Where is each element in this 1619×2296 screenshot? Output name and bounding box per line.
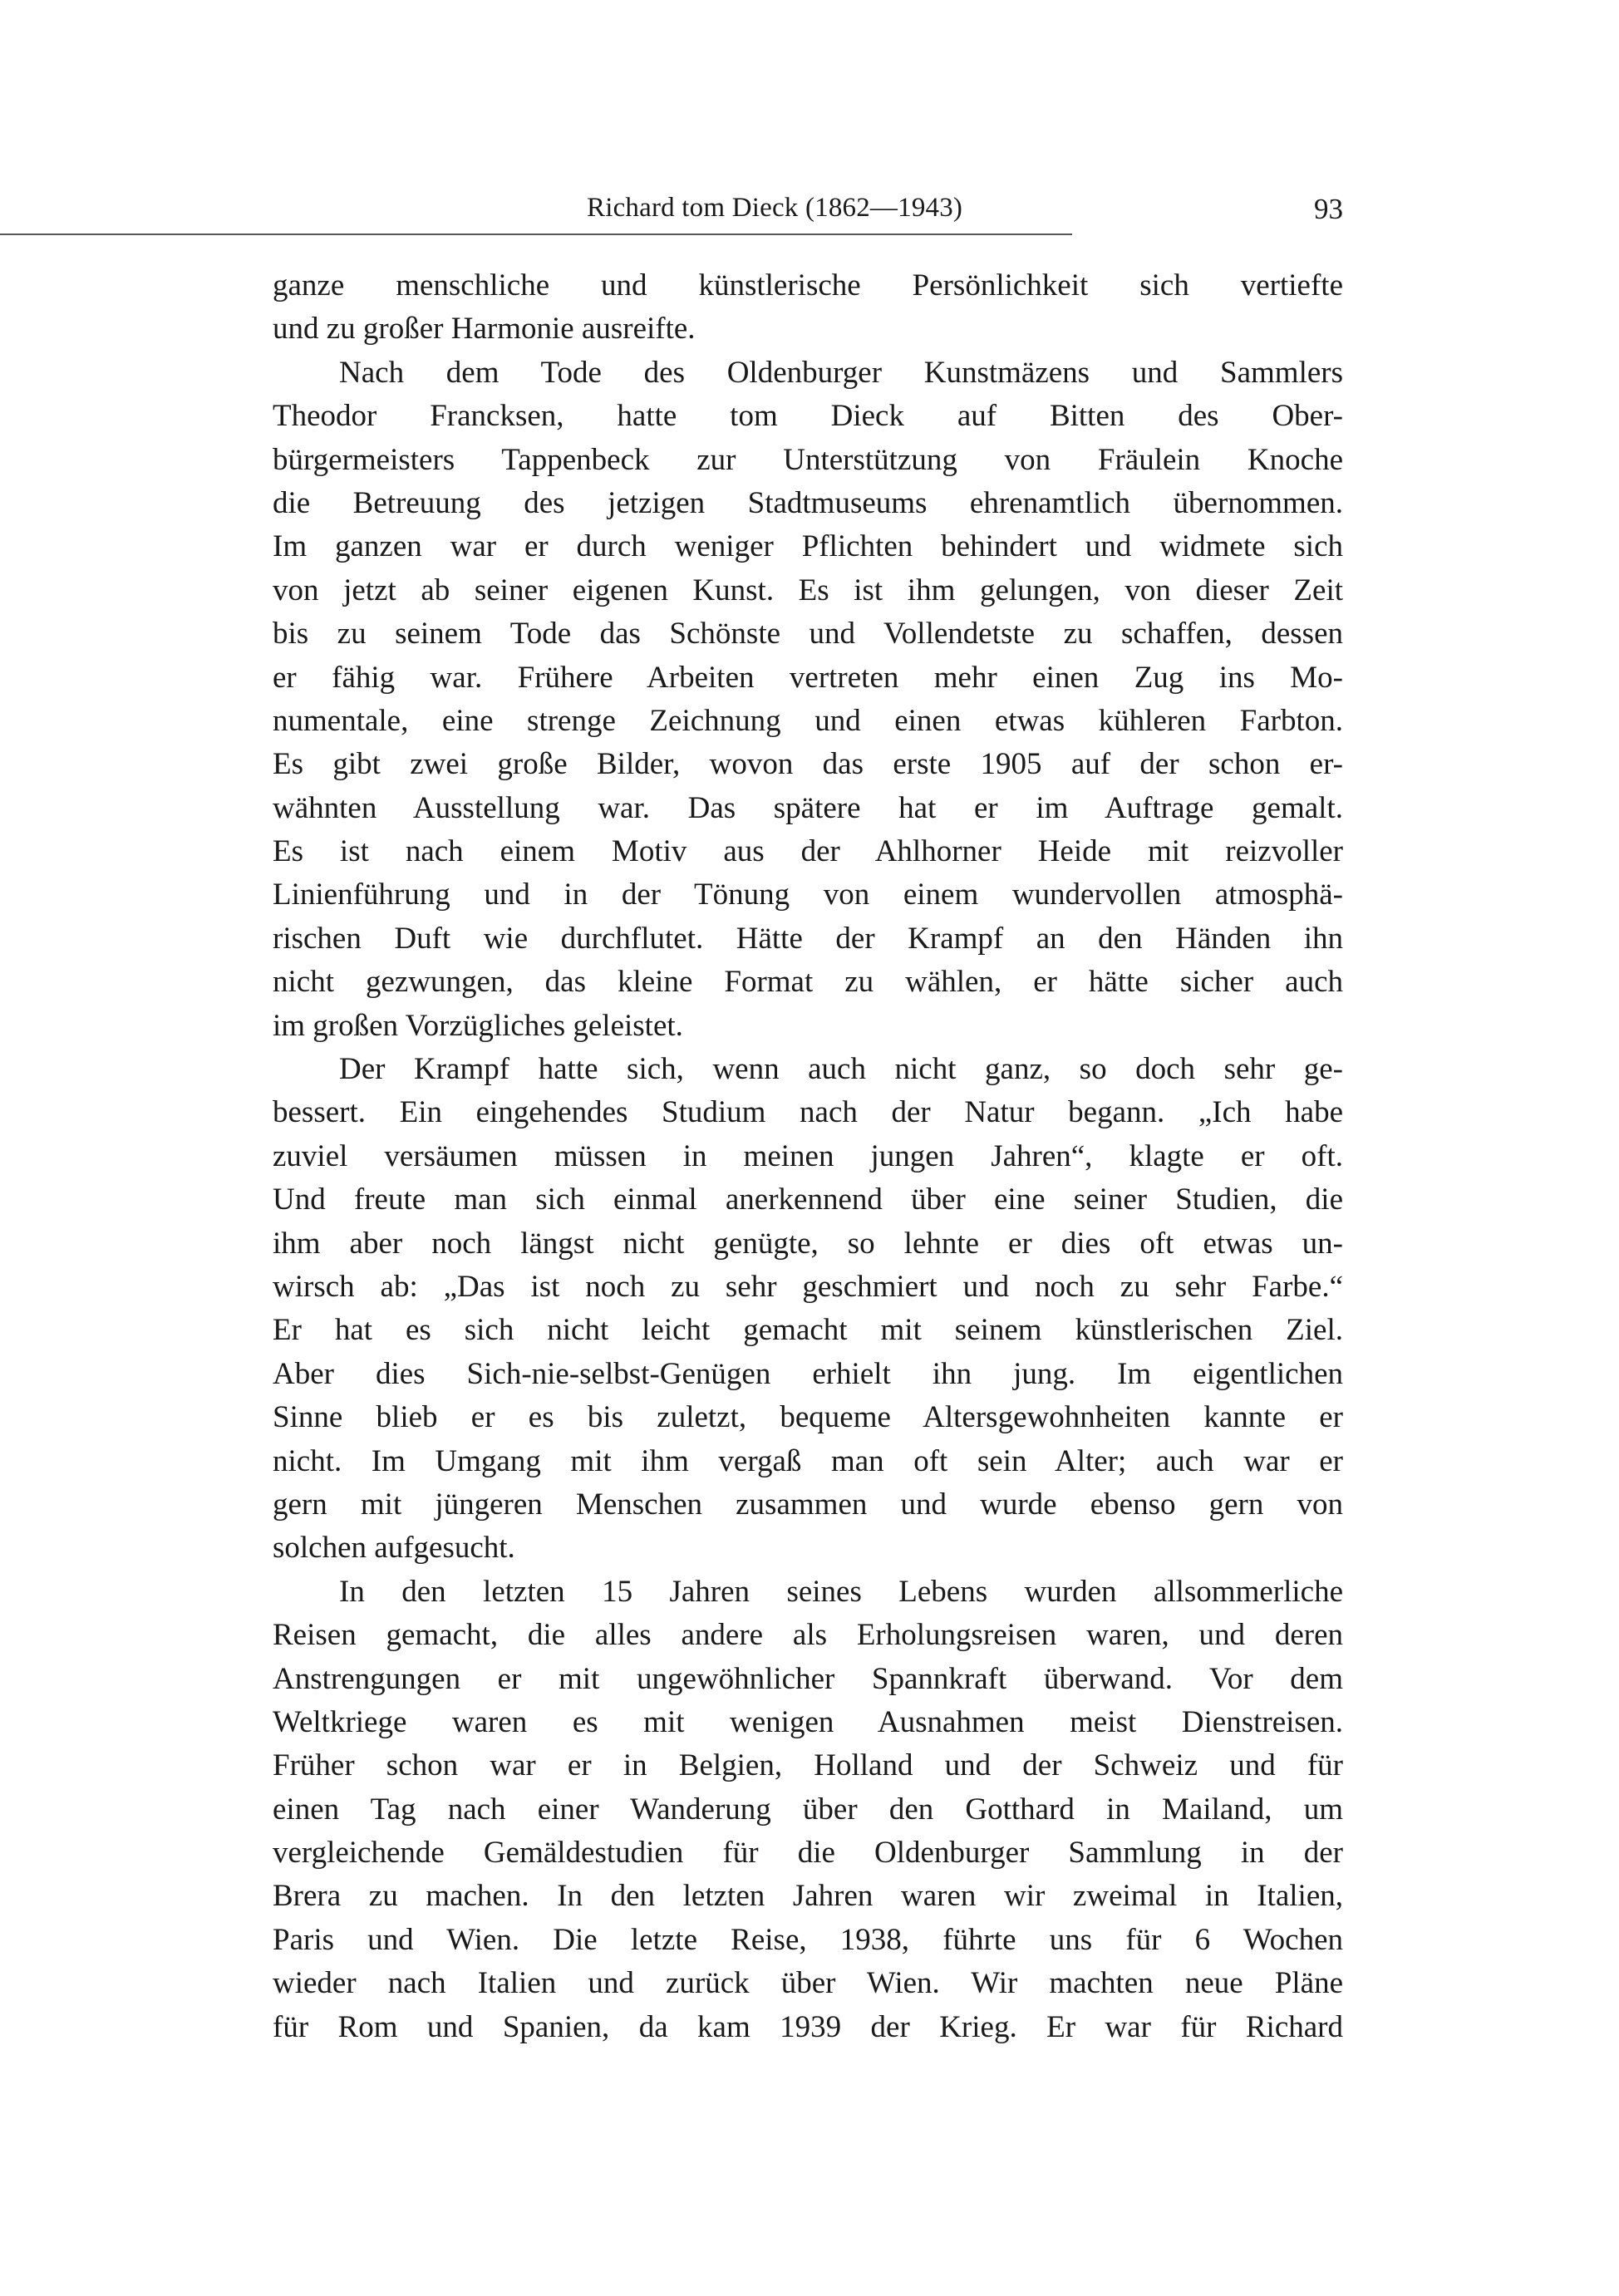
text-line: solchen aufgesucht.	[273, 1531, 515, 1566]
text-line: ihm aber noch längst nicht genügte, so lehnte er dies oft etwas un-	[273, 1226, 1343, 1261]
text-line: ganze menschliche und künstlerische Persönlichkeit sich vertiefte	[273, 268, 1343, 302]
text-line: In den letzten 15 Jahren seines Lebens wurden allsommerliche	[339, 1574, 1343, 1609]
text-line: numentale, eine strenge Zeichnung und einen etwas kühleren Farbton.	[273, 703, 1343, 738]
header-rule	[0, 234, 1072, 235]
text-line: wähnten Ausstellung war. Das spätere hat er im Auftrage gemalt.	[273, 790, 1343, 825]
text-line: vergleichende Gemäldestudien für die Oldenburger Sammlung in der	[273, 1836, 1343, 1871]
running-title: Richard tom Dieck (1862—1943)	[587, 193, 963, 223]
text-line: gern mit jüngeren Menschen zusammen und wurde ebenso gern von	[273, 1487, 1343, 1522]
text-line: er fähig war. Frühere Arbeiten vertreten mehr einen Zug ins Mo-	[273, 660, 1343, 695]
text-line: und zu großer Harmonie ausreifte.	[273, 312, 696, 347]
text-line: Weltkriege waren es mit wenigen Ausnahmen meist Dienstreisen.	[273, 1704, 1343, 1739]
body-text	[273, 264, 1343, 2049]
text-line: Es gibt zwei große Bilder, wovon das erste 1905 auf der schon er-	[273, 747, 1343, 782]
text-line: nicht gezwungen, das kleine Format zu wählen, er hätte sicher auch	[273, 965, 1343, 1000]
text-line: Es ist nach einem Motiv aus der Ahlhorner Heide mit reizvoller	[273, 834, 1343, 869]
text-line: Nach dem Tode des Oldenburger Kunstmäzens und Sammlers	[339, 355, 1343, 390]
text-line: Paris und Wien. Die letzte Reise, 1938, führte uns für 6 Wochen	[273, 1922, 1343, 1957]
text-line: bessert. Ein eingehendes Studium nach der Natur begann. „Ich habe	[273, 1095, 1343, 1130]
text-line: Er hat es sich nicht leicht gemacht mit seinem künstlerischen Ziel.	[273, 1313, 1343, 1348]
text-line: Der Krampf hatte sich, wenn auch nicht ganz, so doch sehr ge-	[339, 1052, 1343, 1087]
text-line: Reisen gemacht, die alles andere als Erholungsreisen waren, und deren	[273, 1618, 1343, 1653]
text-line: Und freute man sich einmal anerkennend über eine seiner Studien, die	[273, 1182, 1343, 1217]
text-line: für Rom und Spanien, da kam 1939 der Krieg. Er war für Richard	[273, 2009, 1343, 2044]
text-line: Linienführung und in der Tönung von einem wundervollen atmosphä-	[273, 878, 1343, 912]
text-line: Im ganzen war er durch weniger Pflichten behindert und widmete sich	[273, 529, 1343, 564]
text-line: bis zu seinem Tode das Schönste und Vollendetste zu schaffen, dessen	[273, 617, 1343, 651]
text-line: von jetzt ab seiner eigenen Kunst. Es ist ihm gelungen, von dieser Zeit	[273, 573, 1343, 607]
text-line: Anstrengungen er mit ungewöhnlicher Spannkraft überwand. Vor dem	[273, 1661, 1343, 1696]
text-line: einen Tag nach einer Wanderung über den Gotthard in Mailand, um	[273, 1792, 1343, 1826]
text-line: die Betreuung des jetzigen Stadtmuseums ehrenamtlich übernommen.	[273, 485, 1343, 520]
text-line: Sinne blieb er es bis zuletzt, bequeme Altersgewohnheiten kannte er	[273, 1400, 1343, 1435]
text-line: zuviel versäumen müssen in meinen jungen Jahren“, klagte er oft.	[273, 1138, 1343, 1173]
text-line: im großen Vorzügliches geleistet.	[273, 1008, 683, 1043]
text-line: rischen Duft wie durchflutet. Hätte der Krampf an den Händen ihn	[273, 921, 1343, 956]
text-line: Brera zu machen. In den letzten Jahren waren wir zweimal in Italien,	[273, 1879, 1343, 1914]
text-line: wieder nach Italien und zurück über Wien. Wir machten neue Pläne	[273, 1966, 1343, 2001]
text-line: nicht. Im Umgang mit ihm vergaß man oft sein Alter; auch war er	[273, 1443, 1343, 1478]
text-line: Aber dies Sich-nie-selbst-Genügen erhielt ihn jung. Im eigentlichen	[273, 1356, 1343, 1391]
text-line: wirsch ab: „Das ist noch zu sehr geschmiert und noch zu sehr Farbe.“	[273, 1269, 1343, 1304]
page-number: 93	[1314, 193, 1343, 225]
text-line: Theodor Francksen, hatte tom Dieck auf Bitten des Ober-	[273, 399, 1343, 434]
text-line: Früher schon war er in Belgien, Holland und der Schweiz und für	[273, 1748, 1343, 1783]
page-header	[271, 184, 1343, 234]
text-line: bürgermeisters Tappenbeck zur Unterstützung von Fräulein Knoche	[273, 442, 1343, 477]
